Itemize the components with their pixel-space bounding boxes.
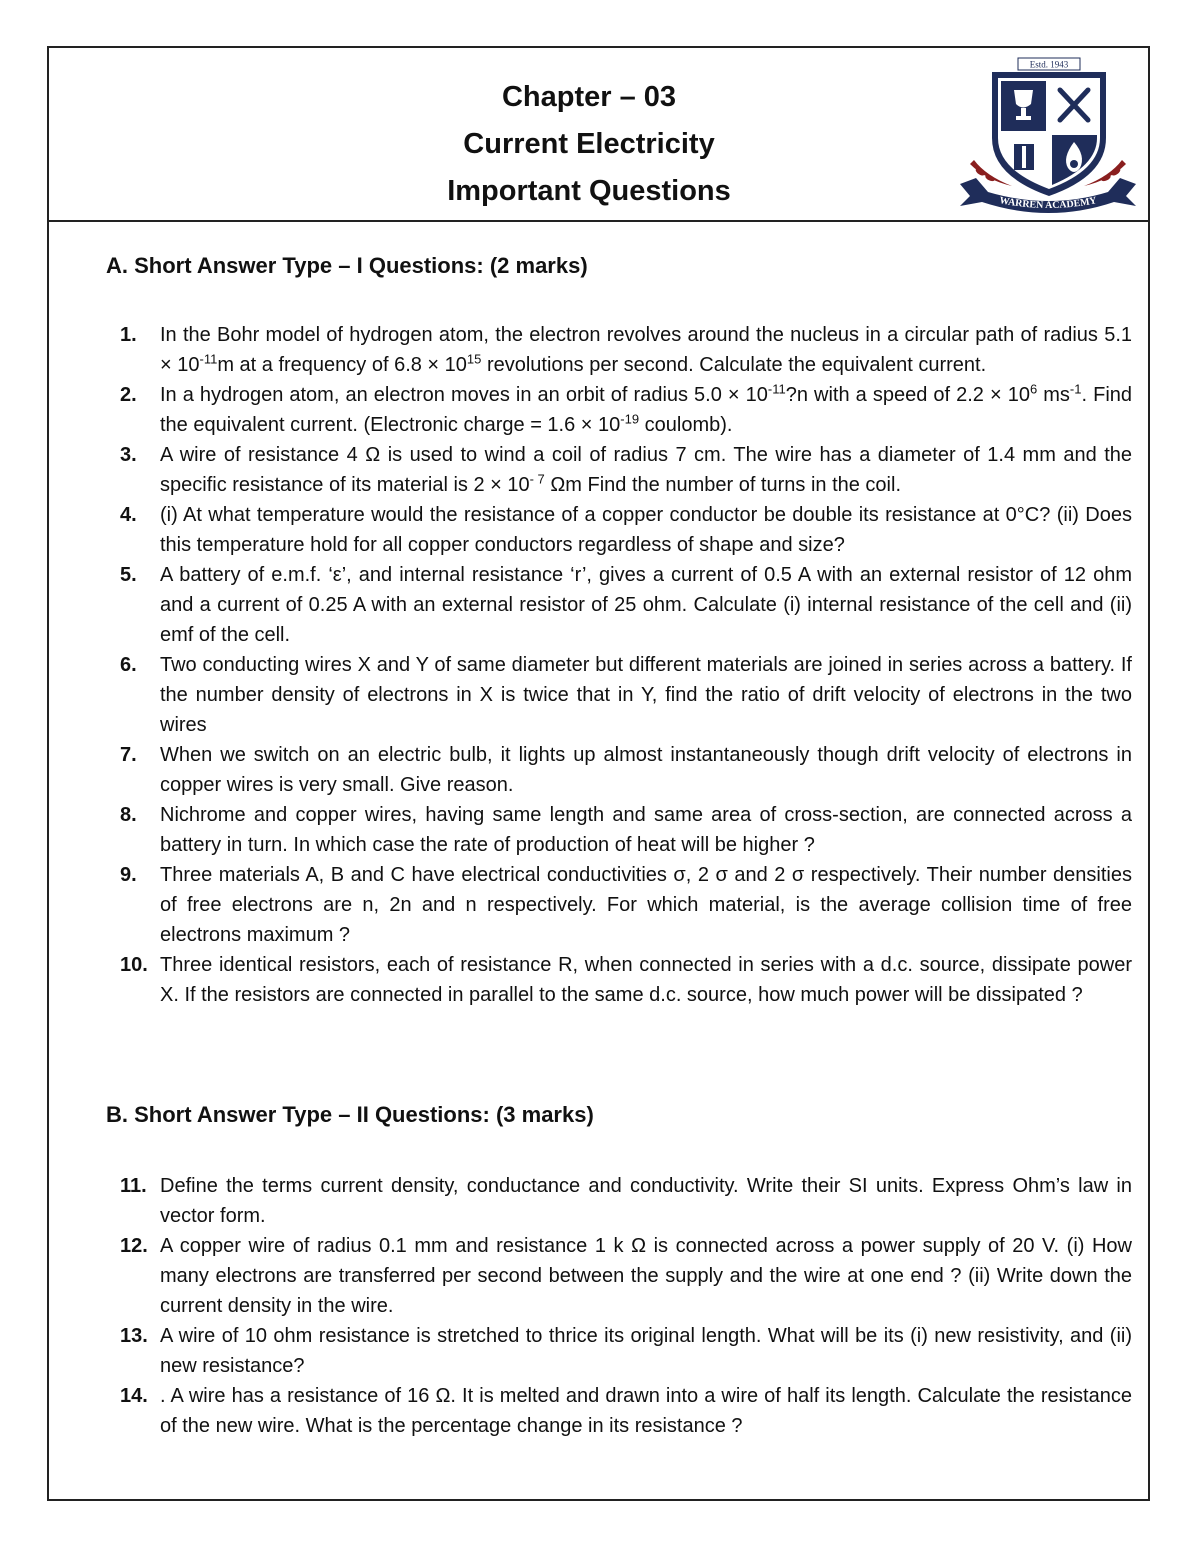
superscript: -11: [199, 351, 218, 367]
question-text: (i) At what temperature would the resistance of a copper conductor be double its resistance at 0°C? (ii) Does this temperature hold for all copper conductors regardless of shape and size?: [160, 504, 1132, 556]
svg-text:Estd. 1943: Estd. 1943: [1029, 59, 1069, 70]
question-text: A wire of resistance 4 Ω is used to wind a coil of radius 7 cm. The wire has a diameter of 1.4 mm and the specific resistance of its material is 2 × 10: [160, 444, 1132, 496]
question-item: [120, 1321, 1132, 1381]
question-text: In a hydrogen atom, an electron moves in an orbit of radius 5.0 × 10: [160, 384, 768, 406]
question-text: Three identical resistors, each of resistance R, when connected in series with a d.c. source, dissipate power X. If the resistors are connected in parallel to the same d.c. source, how much power will be dissipated ?: [160, 954, 1132, 1006]
question-text: revolutions per second. Calculate the equivalent current.: [481, 354, 987, 376]
question-number: 11.: [120, 1175, 147, 1197]
page-header: [49, 48, 1148, 222]
question-text: Two conducting wires X and Y of same diameter but different materials are joined in series across a battery. If the number density of electrons in X is twice that in Y, find the ratio of drift velocity of electrons in the two wires: [160, 654, 1132, 736]
question-item: [120, 860, 1132, 950]
question-text: A battery of e.m.f. ‘ε’, and internal resistance ‘r’, gives a current of 0.5 A with an external resistor of 12 ohm and a current of 0.25 A with an external resistor of 25 ohm. Calculate (i) internal resistance of the cell and (ii) emf of the cell.: [160, 564, 1132, 646]
question-item: [120, 1231, 1132, 1321]
question-list-b: [120, 1171, 1132, 1441]
question-item: [120, 950, 1132, 1010]
question-number: 14.: [120, 1385, 148, 1407]
question-number: 5.: [120, 564, 137, 586]
question-text: A wire of 10 ohm resistance is stretched to thrice its original length. What will be its (i) new resistivity, and (ii) new resistance?: [160, 1325, 1132, 1377]
document-title: Important Questions: [447, 175, 731, 207]
section-b-heading: B. Short Answer Type – II Questions: (3 marks): [106, 1102, 594, 1127]
question-text: m at a frequency of 6.8 × 10: [217, 354, 467, 376]
superscript: - 7: [529, 471, 545, 487]
question-item: [120, 650, 1132, 740]
page-frame: [47, 46, 1150, 1501]
question-number: 9.: [120, 864, 137, 886]
warren-academy-logo: [956, 56, 1140, 214]
question-item: [120, 440, 1132, 500]
question-text: ms: [1037, 384, 1070, 406]
question-number: 12.: [120, 1235, 148, 1257]
superscript: -11: [767, 381, 786, 397]
question-text: . Find the equivalent current. (Electronic charge = 1.6 × 10: [160, 384, 1133, 436]
question-number: 1.: [120, 324, 137, 346]
question-item: [120, 500, 1132, 560]
question-number: 3.: [120, 444, 137, 466]
question-number: 8.: [120, 804, 137, 826]
superscript: 15: [466, 351, 482, 367]
chapter-title: Chapter – 03: [501, 81, 677, 113]
book-icon: [1014, 144, 1034, 170]
question-item: [120, 800, 1132, 860]
section-a-heading: A. Short Answer Type – I Questions: (2 marks): [106, 253, 588, 278]
question-text: coulomb).: [639, 414, 733, 436]
question-item: [120, 740, 1132, 800]
superscript: -19: [620, 411, 640, 427]
question-number: 6.: [120, 654, 137, 676]
question-text: When we switch on an electric bulb, it lights up almost instantaneously though drift velocity of electrons in copper wires is very small. Give reason.: [160, 744, 1132, 796]
question-text: Nichrome and copper wires, having same length and same area of cross-section, are connected across a battery in turn. In which case the rate of production of heat will be higher ?: [160, 804, 1132, 856]
svg-text:WARREN ACADEMY: WARREN ACADEMY: [998, 195, 1098, 212]
question-text: Three materials A, B and C have electrical conductivities σ, 2 σ and 2 σ respectively. Their number densities of free electrons are n, 2n and n respectively. For which material, is the average collision time of free electrons maximum ?: [160, 864, 1132, 946]
superscript: 6: [1029, 381, 1038, 397]
question-number: 7.: [120, 744, 137, 766]
question-text: . A wire has a resistance of 16 Ω. It is melted and drawn into a wire of half its length. Calculate the resistance of the new wire. What is the percentage change in its resistance ?: [160, 1385, 1132, 1437]
question-item: [120, 1381, 1132, 1441]
question-number: 10.: [120, 954, 148, 976]
question-text: ?n with a speed of 2.2 × 10: [785, 384, 1030, 406]
question-text: Ωm Find the number of turns in the coil.: [544, 474, 902, 496]
question-item: [120, 560, 1132, 650]
question-text: In the Bohr model of hydrogen atom, the electron revolves around the nucleus in a circular path of radius 5.1 × 10: [160, 324, 1132, 376]
question-number: 13.: [120, 1325, 148, 1347]
question-text: Define the terms current density, conductance and conductivity. Write their SI units. Express Ohm’s law in vector form.: [160, 1175, 1132, 1227]
subject-title: Current Electricity: [463, 128, 715, 160]
question-text: A copper wire of radius 0.1 mm and resistance 1 k Ω is connected across a power supply of 20 V. (i) How many electrons are transferred per second between the supply and the wire at one end ? (ii) Write down the current density in the wire.: [160, 1235, 1132, 1317]
question-item: [120, 320, 1132, 380]
question-item: [120, 1171, 1132, 1231]
question-number: 4.: [120, 504, 137, 526]
question-number: 2.: [120, 384, 137, 406]
question-item: [120, 380, 1132, 440]
superscript: -1: [1069, 381, 1082, 397]
question-list-a: [120, 320, 1132, 1010]
